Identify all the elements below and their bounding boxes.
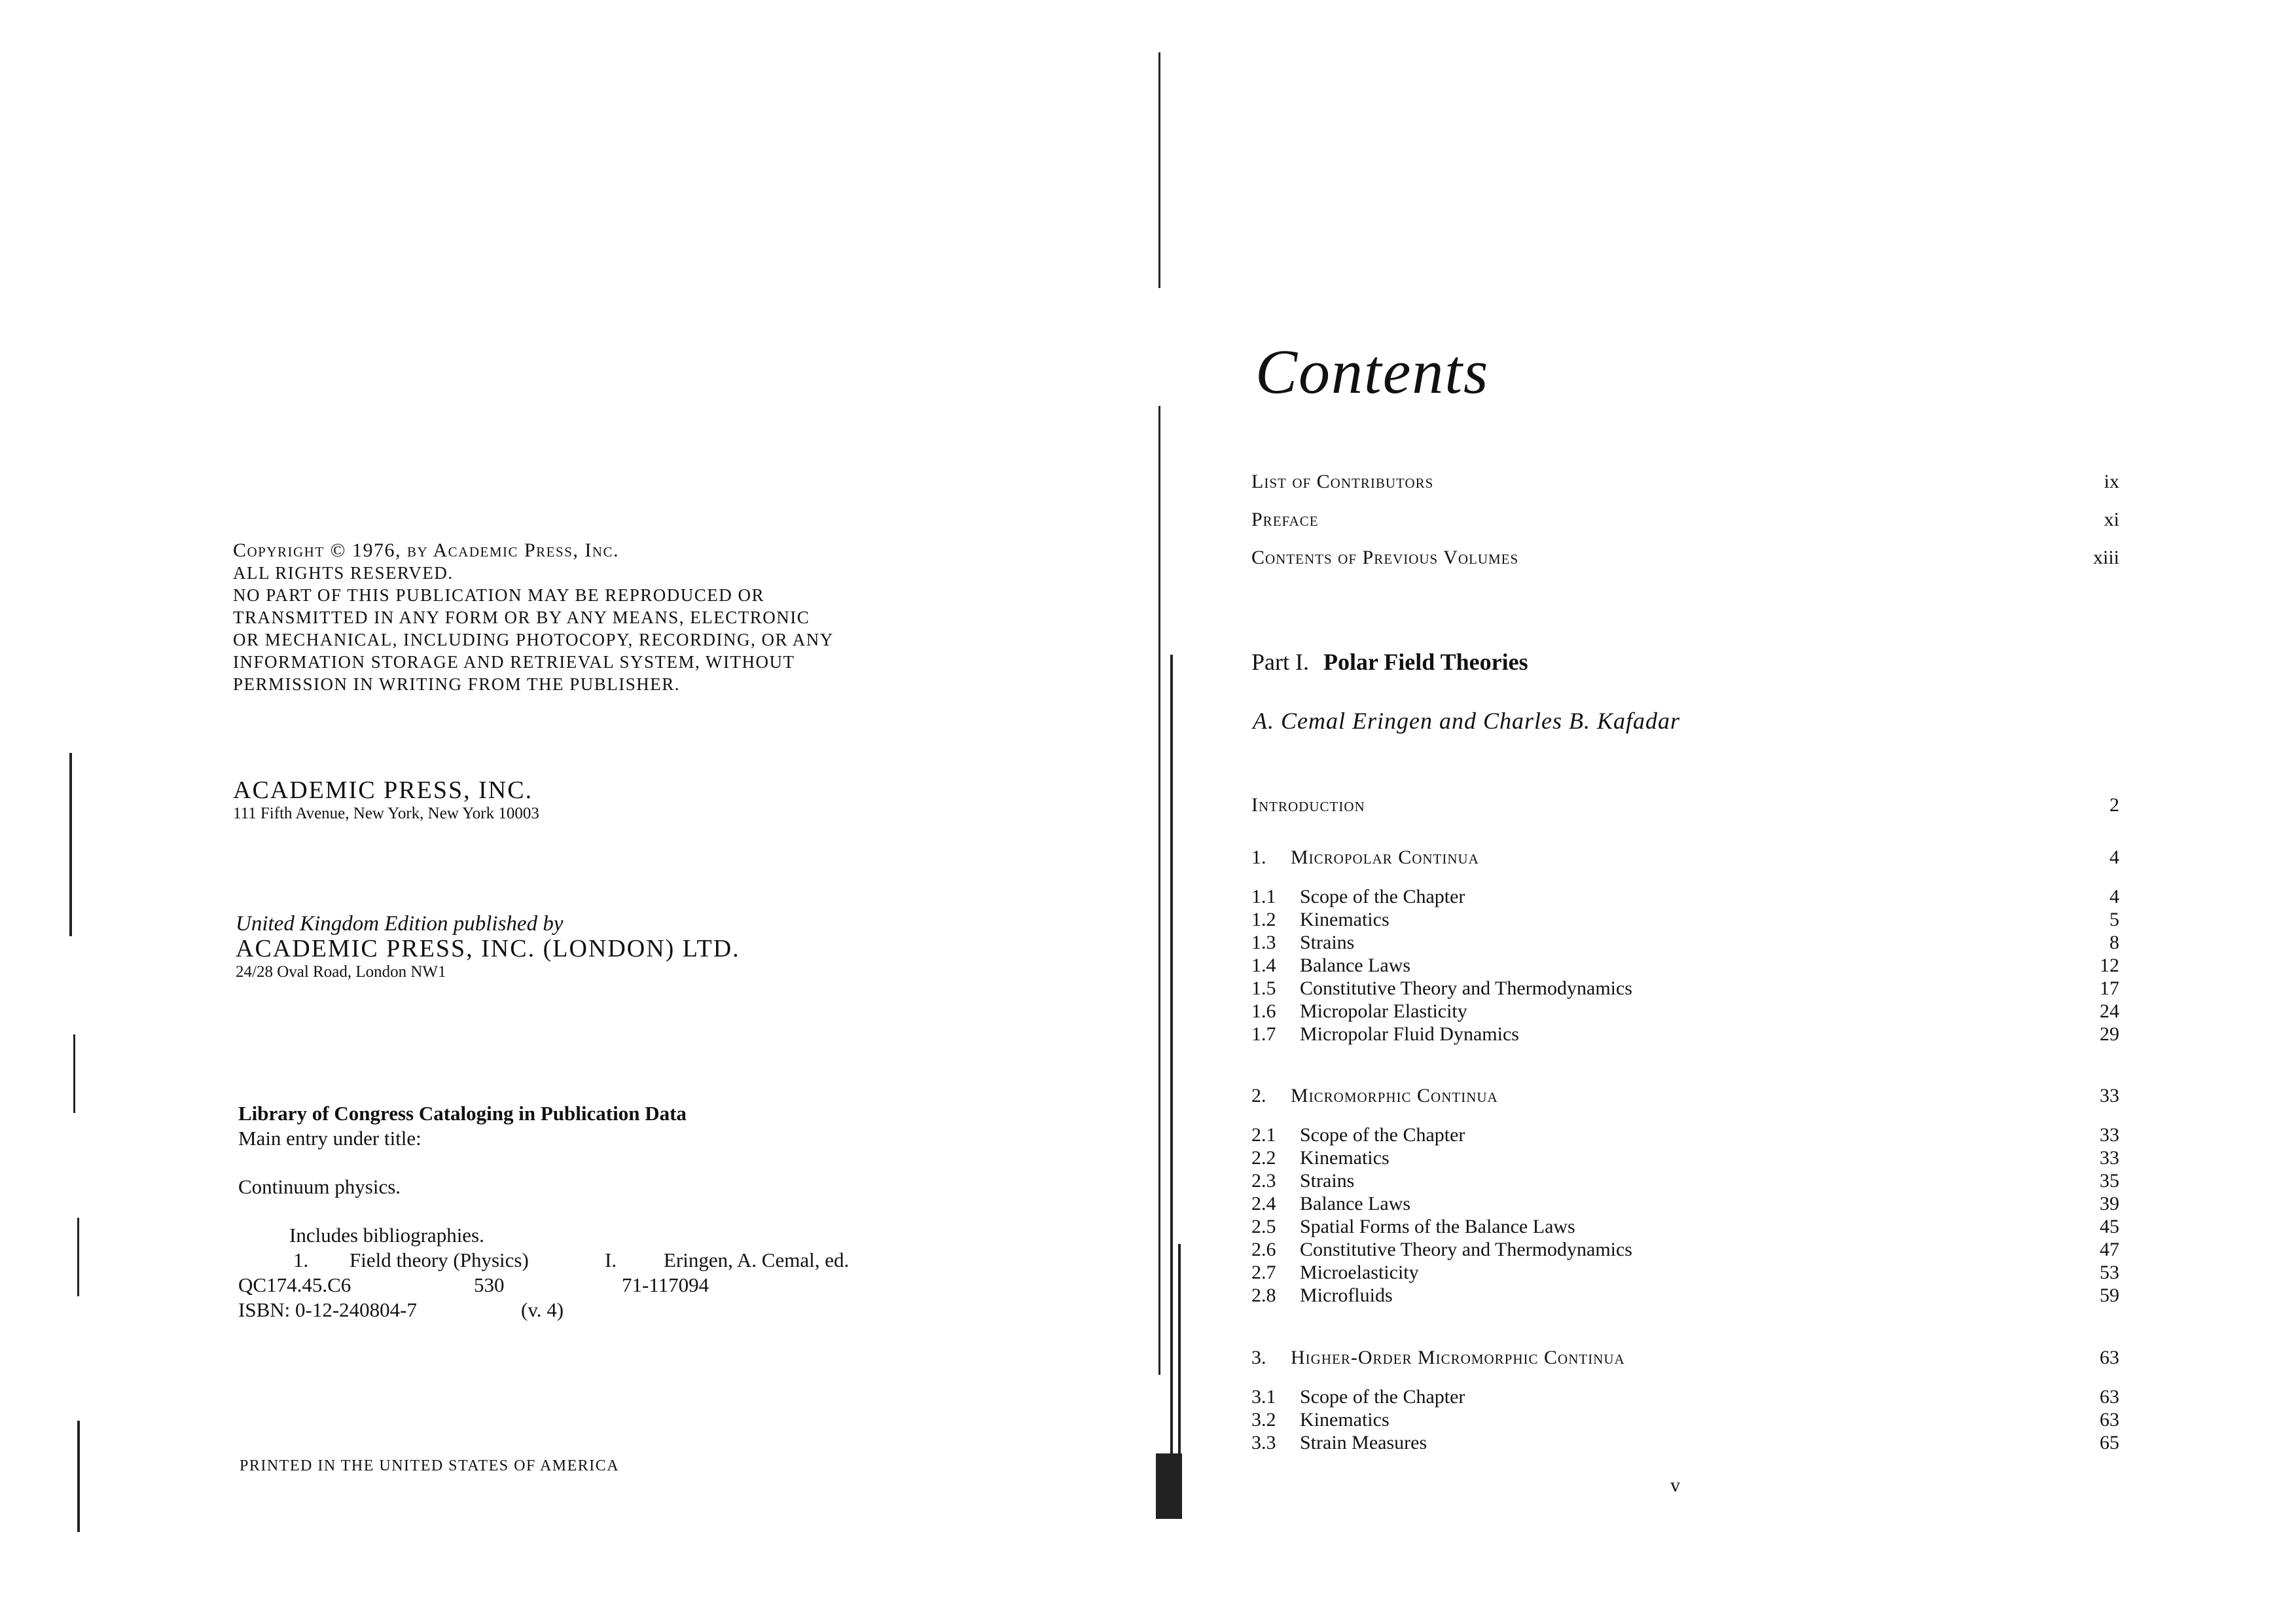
subject: Field theory (Physics) <box>350 1249 529 1271</box>
copyright-line: TRANSMITTED IN ANY FORM OR BY ANY MEANS, ELECTRONIC <box>233 608 810 627</box>
section-title: Constitutive Theory and Thermodynamics <box>1300 1239 1632 1260</box>
uk-publisher-name: ACADEMIC PRESS, INC. (LONDON) LTD. <box>236 935 740 962</box>
toc-page-number: 24 <box>2100 1000 2119 1022</box>
copyright-line: INFORMATION STORAGE AND RETRIEVAL SYSTEM, WITHOUT <box>233 652 795 672</box>
section-title: Micropolar Elasticity <box>1300 1000 1467 1022</box>
section-title: Microfluids <box>1300 1285 1393 1306</box>
toc-section[interactable] <box>1251 1385 2119 1408</box>
section-number: 1.4 <box>1251 955 1276 976</box>
section-title: Microelasticity <box>1300 1262 1419 1283</box>
scan-edge-mark <box>77 1218 79 1296</box>
cataloging-data <box>238 1101 958 1322</box>
copyright-notice <box>233 539 888 695</box>
toc-page-number: 33 <box>2100 1124 2119 1146</box>
part-authors: A. Cemal Eringen and Charles B. Kafadar <box>1253 708 1680 734</box>
toc-page-number: 12 <box>2100 955 2119 976</box>
chapter-number: 3. <box>1251 1347 1266 1368</box>
section-title: Scope of the Chapter <box>1300 1386 1465 1408</box>
part-title: Polar Field Theories <box>1323 649 1528 675</box>
editor-number: I. <box>605 1249 617 1271</box>
chapter-heading[interactable] <box>1251 846 2119 885</box>
chapter-title: Micromorphic Continua <box>1291 1085 1498 1106</box>
section-number: 1.1 <box>1251 886 1276 907</box>
chapter-1 <box>1251 846 2119 1046</box>
toc-page-number: 29 <box>2100 1023 2119 1045</box>
chapter-title: Higher-Order Micromorphic Continua <box>1291 1347 1625 1368</box>
section-number: 2.1 <box>1251 1124 1276 1146</box>
section-title: Spatial Forms of the Balance Laws <box>1300 1216 1575 1237</box>
publisher-address: 111 Fifth Avenue, New York, New York 10003 <box>233 805 539 822</box>
scan-edge-mark <box>73 1034 75 1113</box>
section-title: Constitutive Theory and Thermodynamics <box>1300 977 1632 999</box>
section-number: 3.1 <box>1251 1386 1276 1408</box>
section-title: Strains <box>1300 1170 1355 1192</box>
editor: Eringen, A. Cemal, ed. <box>664 1249 850 1271</box>
printed-in: PRINTED IN THE UNITED STATES OF AMERICA <box>240 1457 620 1474</box>
toc-entry[interactable] <box>1251 546 2119 569</box>
publisher-name: ACADEMIC PRESS, INC. <box>233 776 533 804</box>
section-title: Balance Laws <box>1300 1193 1411 1214</box>
section-number: 2.7 <box>1251 1262 1276 1283</box>
toc-entry-title: List of Contributors <box>1251 471 1434 492</box>
chapter-heading[interactable] <box>1251 1346 2119 1385</box>
page-folio: v <box>1670 1474 1680 1496</box>
toc-entry-title: Introduction <box>1251 794 1365 816</box>
book-title: Continuum physics. <box>238 1175 401 1198</box>
copyright-line: NO PART OF THIS PUBLICATION MAY BE REPRODUCED OR <box>233 585 765 605</box>
toc-entry-title: Contents of Previous Volumes <box>1251 547 1519 568</box>
toc-page-number: 35 <box>2100 1170 2119 1192</box>
toc-section[interactable] <box>1251 1215 2119 1238</box>
section-number: 2.6 <box>1251 1239 1276 1260</box>
toc-section[interactable] <box>1251 1169 2119 1192</box>
toc-section[interactable] <box>1251 1123 2119 1146</box>
cataloging-title: Library of Congress Cataloging in Publication Data <box>238 1102 687 1125</box>
toc-section[interactable] <box>1251 885 2119 908</box>
section-number: 3.3 <box>1251 1432 1276 1453</box>
front-matter-list <box>1251 470 2119 569</box>
toc-section[interactable] <box>1251 1000 2119 1023</box>
copyright-line: ALL RIGHTS RESERVED. <box>233 563 454 583</box>
call-number: QC174.45.C6 <box>238 1273 351 1296</box>
section-number: 1.3 <box>1251 932 1276 953</box>
section-number: 2.2 <box>1251 1147 1276 1169</box>
section-title: Scope of the Chapter <box>1300 1124 1465 1146</box>
toc-page-number: xi <box>2104 509 2119 530</box>
uk-edition-line: United Kingdom Edition published by <box>236 912 564 936</box>
section-number: 2.3 <box>1251 1170 1276 1192</box>
toc-page-number: 4 <box>2109 886 2119 907</box>
section-number: 1.5 <box>1251 977 1276 999</box>
lccn: 71-117094 <box>622 1273 709 1296</box>
main-entry: Main entry under title: <box>238 1127 422 1150</box>
scan-edge-mark <box>77 1421 80 1532</box>
section-title: Balance Laws <box>1300 955 1411 976</box>
contents-heading: Contents <box>1255 337 1490 407</box>
toc-page-number: 39 <box>2100 1193 2119 1214</box>
chapter-number: 1. <box>1251 847 1266 868</box>
toc-section[interactable] <box>1251 1238 2119 1261</box>
section-title: Kinematics <box>1300 909 1390 930</box>
uk-publisher-address: 24/28 Oval Road, London NW1 <box>236 963 446 981</box>
introduction-entry <box>1251 793 2119 816</box>
part-label: Part I. <box>1251 649 1309 675</box>
toc-page-number: 4 <box>2109 847 2119 868</box>
toc-section[interactable] <box>1251 1146 2119 1169</box>
toc-page-number: 5 <box>2109 909 2119 930</box>
toc-page-number: 53 <box>2100 1262 2119 1283</box>
volume: (v. 4) <box>521 1298 564 1321</box>
subject-row <box>238 1248 958 1273</box>
subject-number: 1. <box>293 1249 309 1271</box>
scan-edge-mark <box>69 753 72 936</box>
toc-page-number: 17 <box>2100 977 2119 999</box>
chapter-3 <box>1251 1346 2119 1454</box>
toc-entry-title: Preface <box>1251 509 1319 530</box>
section-title: Strains <box>1300 932 1355 953</box>
toc-section[interactable] <box>1251 954 2119 977</box>
toc-section[interactable] <box>1251 1431 2119 1454</box>
includes-note: Includes bibliographies. <box>289 1224 484 1247</box>
left-page <box>0 0 1139 1623</box>
toc-page-number: 33 <box>2100 1085 2119 1106</box>
toc-page-number: 33 <box>2100 1147 2119 1169</box>
toc-page-number: xiii <box>2092 547 2119 568</box>
chapter-heading[interactable] <box>1251 1084 2119 1123</box>
section-number: 1.7 <box>1251 1023 1276 1045</box>
toc-page-number: 8 <box>2109 932 2119 953</box>
toc-section[interactable] <box>1251 908 2119 931</box>
section-number: 1.2 <box>1251 909 1276 930</box>
toc-page-number: ix <box>2104 471 2119 492</box>
part-heading <box>1251 648 1528 676</box>
uk-edition-block <box>236 913 740 982</box>
chapter-2 <box>1251 1084 2119 1307</box>
toc-section[interactable] <box>1251 931 2119 954</box>
isbn-row <box>238 1298 958 1322</box>
toc-section[interactable] <box>1251 1023 2119 1046</box>
section-number: 2.5 <box>1251 1216 1276 1237</box>
toc-page-number: 65 <box>2100 1432 2119 1453</box>
toc-page-number: 59 <box>2100 1285 2119 1306</box>
section-title: Kinematics <box>1300 1147 1390 1169</box>
section-title: Scope of the Chapter <box>1300 886 1465 907</box>
toc-entry[interactable] <box>1251 470 2119 508</box>
dewey-number: 530 <box>474 1273 505 1296</box>
chapter-title: Micropolar Continua <box>1291 847 1479 868</box>
copyright-line: Copyright © 1976, by Academic Press, Inc. <box>233 539 620 561</box>
toc-section[interactable] <box>1251 1408 2119 1431</box>
toc-entry[interactable] <box>1251 793 2119 816</box>
copyright-line: OR MECHANICAL, INCLUDING PHOTOCOPY, RECORDING, OR ANY <box>233 630 834 649</box>
toc-page-number: 47 <box>2100 1239 2119 1260</box>
right-page <box>1139 0 2296 1623</box>
section-title: Kinematics <box>1300 1409 1390 1431</box>
toc-page-number: 2 <box>2109 794 2119 816</box>
toc-section[interactable] <box>1251 1192 2119 1215</box>
toc-page-number: 63 <box>2100 1386 2119 1408</box>
toc-section[interactable] <box>1251 1261 2119 1284</box>
toc-page-number: 63 <box>2100 1347 2119 1368</box>
section-title: Strain Measures <box>1300 1432 1427 1453</box>
section-number: 2.8 <box>1251 1285 1276 1306</box>
isbn: ISBN: 0-12-240804-7 <box>238 1298 417 1321</box>
section-number: 1.6 <box>1251 1000 1276 1022</box>
toc-page-number: 63 <box>2100 1409 2119 1431</box>
section-number: 3.2 <box>1251 1409 1276 1431</box>
publisher-block <box>233 776 539 824</box>
toc-entry[interactable] <box>1251 508 2119 546</box>
toc-section[interactable] <box>1251 977 2119 1000</box>
classification-row <box>238 1273 958 1298</box>
section-number: 2.4 <box>1251 1193 1276 1214</box>
toc-page-number: 45 <box>2100 1216 2119 1237</box>
copyright-line: PERMISSION IN WRITING FROM THE PUBLISHER. <box>233 674 681 694</box>
chapter-number: 2. <box>1251 1085 1266 1106</box>
toc-section[interactable] <box>1251 1284 2119 1307</box>
section-title: Micropolar Fluid Dynamics <box>1300 1023 1519 1045</box>
